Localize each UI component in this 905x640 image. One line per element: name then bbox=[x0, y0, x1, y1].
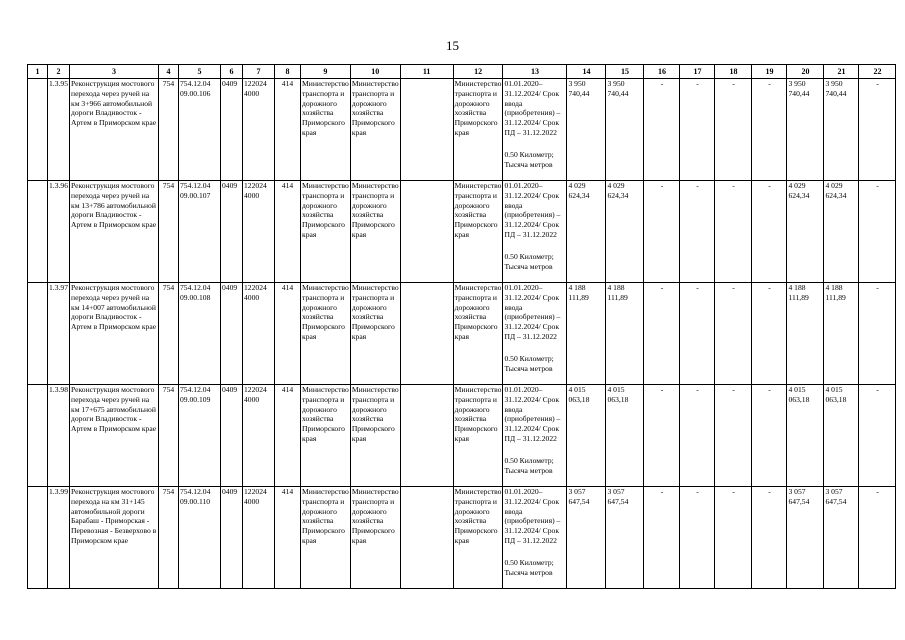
cell-c18: - bbox=[715, 79, 752, 181]
cell-c13-capacity: 0.50 Километр; Тысяча метров bbox=[504, 557, 554, 577]
cell-c21: 4 188 111,89 bbox=[824, 283, 859, 385]
cell-c16: - bbox=[644, 385, 680, 487]
cell-c4: 754 bbox=[159, 385, 179, 487]
cell-item-number: 1.3.99 bbox=[48, 487, 70, 589]
cell-c6: 0409 bbox=[221, 385, 243, 487]
cell-c9: Министерство транспорта и дорожного хозяйства Приморского края bbox=[301, 487, 351, 589]
cell-object-name: Реконструкция мостового перехода на км 31+145 автомобильной дороги Барабаш - Приморская - Перевозная - Безверхово в Приморском крае bbox=[70, 487, 159, 589]
cell-item-number: 1.3.96 bbox=[48, 181, 70, 283]
col-header: 17 bbox=[680, 65, 715, 79]
cell-c4: 754 bbox=[159, 181, 179, 283]
cell-c20: 4 015 063,18 bbox=[787, 385, 824, 487]
cell-c21: 3 950 740,44 bbox=[824, 79, 859, 181]
cell-c1 bbox=[28, 181, 48, 283]
col-header: 18 bbox=[715, 65, 752, 79]
spacer bbox=[504, 138, 565, 150]
cell-c13-capacity: 0.50 Километр; Тысяча метров bbox=[504, 149, 554, 169]
col-header: 8 bbox=[275, 65, 301, 79]
col-header: 20 bbox=[787, 65, 824, 79]
cell-c15: 4 188 111,89 bbox=[606, 283, 644, 385]
cell-c11 bbox=[400, 181, 453, 283]
cell-c10: Министерство транспорта и дорожного хозяйства Приморского края bbox=[350, 181, 400, 283]
cell-c20: 4 029 624,34 bbox=[787, 181, 824, 283]
cell-c13 bbox=[503, 79, 567, 181]
col-header: 22 bbox=[859, 65, 896, 79]
cell-c22: - bbox=[859, 283, 896, 385]
cell-c16: - bbox=[644, 283, 680, 385]
cell-c5: 754.12.04 09.00.107 bbox=[179, 181, 221, 283]
cell-object-name: Реконструкция мостового перехода через ручей на км 3+966 автомобильной дороги Владивосток - Артем в Приморском крае bbox=[70, 79, 159, 181]
cell-c6: 0409 bbox=[221, 283, 243, 385]
cell-object-name: Реконструкция мостового перехода через ручей на км 17+675 автомобильной дороги Владивосток - Артем в Приморском крае bbox=[70, 385, 159, 487]
cell-item-number: 1.3.98 bbox=[48, 385, 70, 487]
cell-c8: 414 bbox=[275, 181, 301, 283]
cell-c11 bbox=[400, 79, 453, 181]
cell-c13 bbox=[503, 487, 567, 589]
cell-c7: 122024 4000 bbox=[243, 181, 275, 283]
cell-c17: - bbox=[680, 79, 715, 181]
cell-c14: 4 015 063,18 bbox=[567, 385, 606, 487]
cell-c10: Министерство транспорта и дорожного хозяйства Приморского края bbox=[350, 385, 400, 487]
cell-c9: Министерство транспорта и дорожного хозяйства Приморского края bbox=[301, 385, 351, 487]
cell-c11 bbox=[400, 385, 453, 487]
cell-c6: 0409 bbox=[221, 487, 243, 589]
cell-c16: - bbox=[644, 181, 680, 283]
cell-c13-capacity: 0.50 Километр; Тысяча метров bbox=[504, 251, 554, 271]
cell-c18: - bbox=[715, 283, 752, 385]
col-header: 4 bbox=[159, 65, 179, 79]
cell-c4: 754 bbox=[159, 487, 179, 589]
cell-c14: 4 029 624,34 bbox=[567, 181, 606, 283]
cell-c15: 3 950 740,44 bbox=[606, 79, 644, 181]
cell-c13-dates: 01.01.2020–31.12.2024/ Срок ввода (приобретения) – 31.12.2024/ Срок ПД – 31.12.2022 bbox=[504, 487, 561, 545]
cell-item-number: 1.3.97 bbox=[48, 283, 70, 385]
cell-c1 bbox=[28, 79, 48, 181]
col-header: 11 bbox=[400, 65, 453, 79]
cell-c17: - bbox=[680, 181, 715, 283]
cell-c19: - bbox=[752, 181, 787, 283]
cell-c13-dates: 01.01.2020–31.12.2024/ Срок ввода (приобретения) – 31.12.2024/ Срок ПД – 31.12.2022 bbox=[504, 79, 561, 137]
col-header: 2 bbox=[48, 65, 70, 79]
cell-c9: Министерство транспорта и дорожного хозяйства Приморского края bbox=[301, 283, 351, 385]
cell-c8: 414 bbox=[275, 79, 301, 181]
cell-c17: - bbox=[680, 385, 715, 487]
cell-c12: Министерство транспорта и дорожного хозяйства Приморского края bbox=[453, 283, 503, 385]
cell-object-name: Реконструкция мостового перехода через ручей на км 13+786 автомобильной дороги Владивосток - Артем в Приморском крае bbox=[70, 181, 159, 283]
spacer bbox=[504, 546, 565, 558]
cell-c18: - bbox=[715, 181, 752, 283]
cell-c22: - bbox=[859, 385, 896, 487]
cell-c5: 754.12.04 09.00.108 bbox=[179, 283, 221, 385]
cell-c16: - bbox=[644, 487, 680, 589]
cell-c6: 0409 bbox=[221, 79, 243, 181]
table-row bbox=[28, 487, 896, 589]
cell-c14: 4 188 111,89 bbox=[567, 283, 606, 385]
cell-c5: 754.12.04 09.00.110 bbox=[179, 487, 221, 589]
table-row bbox=[28, 181, 896, 283]
cell-c15: 3 057 647,54 bbox=[606, 487, 644, 589]
cell-c13-capacity: 0.50 Километр; Тысяча метров bbox=[504, 353, 554, 373]
cell-c8: 414 bbox=[275, 487, 301, 589]
cell-c7: 122024 4000 bbox=[243, 487, 275, 589]
cell-c15: 4 029 624,34 bbox=[606, 181, 644, 283]
cell-c7: 122024 4000 bbox=[243, 79, 275, 181]
cell-c21: 4 015 063,18 bbox=[824, 385, 859, 487]
table-row bbox=[28, 79, 896, 181]
cell-c20: 3 057 647,54 bbox=[787, 487, 824, 589]
page-number: 15 bbox=[446, 38, 459, 53]
header-row bbox=[28, 65, 896, 79]
spacer bbox=[504, 240, 565, 252]
cell-c13-dates: 01.01.2020–31.12.2024/ Срок ввода (приобретения) – 31.12.2024/ Срок ПД – 31.12.2022 bbox=[504, 385, 561, 443]
cell-c12: Министерство транспорта и дорожного хозяйства Приморского края bbox=[453, 385, 503, 487]
cell-c22: - bbox=[859, 181, 896, 283]
cell-c11 bbox=[400, 487, 453, 589]
col-header: 5 bbox=[179, 65, 221, 79]
cell-c13 bbox=[503, 283, 567, 385]
cell-item-number: 1.3.95 bbox=[48, 79, 70, 181]
table-row bbox=[28, 283, 896, 385]
col-header: 12 bbox=[453, 65, 503, 79]
col-header: 15 bbox=[606, 65, 644, 79]
cell-c12: Министерство транспорта и дорожного хозяйства Приморского края bbox=[453, 487, 503, 589]
cell-c4: 754 bbox=[159, 79, 179, 181]
cell-c19: - bbox=[752, 385, 787, 487]
col-header: 1 bbox=[28, 65, 48, 79]
cell-c18: - bbox=[715, 487, 752, 589]
cell-c19: - bbox=[752, 79, 787, 181]
cell-c10: Министерство транспорта и дорожного хозяйства Приморского края bbox=[350, 79, 400, 181]
cell-c22: - bbox=[859, 487, 896, 589]
cell-c17: - bbox=[680, 487, 715, 589]
cell-c1 bbox=[28, 283, 48, 385]
cell-object-name: Реконструкция мостового перехода через ручей на км 14+007 автомобильной дороги Владивосток - Артем в Приморском крае bbox=[70, 283, 159, 385]
spacer bbox=[504, 342, 565, 354]
budget-table bbox=[27, 64, 896, 589]
cell-c5: 754.12.04 09.00.109 bbox=[179, 385, 221, 487]
col-header: 3 bbox=[70, 65, 159, 79]
cell-c12: Министерство транспорта и дорожного хозяйства Приморского края bbox=[453, 181, 503, 283]
cell-c11 bbox=[400, 283, 453, 385]
cell-c17: - bbox=[680, 283, 715, 385]
cell-c14: 3 950 740,44 bbox=[567, 79, 606, 181]
cell-c13 bbox=[503, 181, 567, 283]
cell-c15: 4 015 063,18 bbox=[606, 385, 644, 487]
col-header: 13 bbox=[503, 65, 567, 79]
col-header: 16 bbox=[644, 65, 680, 79]
cell-c8: 414 bbox=[275, 385, 301, 487]
cell-c13-dates: 01.01.2020–31.12.2024/ Срок ввода (приобретения) – 31.12.2024/ Срок ПД – 31.12.2022 bbox=[504, 283, 561, 341]
cell-c16: - bbox=[644, 79, 680, 181]
cell-c13-capacity: 0.50 Километр; Тысяча метров bbox=[504, 455, 554, 475]
col-header: 21 bbox=[824, 65, 859, 79]
cell-c1 bbox=[28, 385, 48, 487]
cell-c18: - bbox=[715, 385, 752, 487]
cell-c13-dates: 01.01.2020–31.12.2024/ Срок ввода (приобретения) – 31.12.2024/ Срок ПД – 31.12.2022 bbox=[504, 181, 561, 239]
col-header: 7 bbox=[243, 65, 275, 79]
col-header: 9 bbox=[301, 65, 351, 79]
cell-c22: - bbox=[859, 79, 896, 181]
cell-c6: 0409 bbox=[221, 181, 243, 283]
cell-c4: 754 bbox=[159, 283, 179, 385]
col-header: 19 bbox=[752, 65, 787, 79]
cell-c12: Министерство транспорта и дорожного хозяйства Приморского края bbox=[453, 79, 503, 181]
col-header: 10 bbox=[350, 65, 400, 79]
cell-c13 bbox=[503, 385, 567, 487]
cell-c21: 3 057 647,54 bbox=[824, 487, 859, 589]
cell-c9: Министерство транспорта и дорожного хозяйства Приморского края bbox=[301, 181, 351, 283]
cell-c20: 3 950 740,44 bbox=[787, 79, 824, 181]
cell-c7: 122024 4000 bbox=[243, 283, 275, 385]
cell-c10: Министерство транспорта и дорожного хозяйства Приморского края bbox=[350, 283, 400, 385]
cell-c10: Министерство транспорта и дорожного хозяйства Приморского края bbox=[350, 487, 400, 589]
cell-c19: - bbox=[752, 283, 787, 385]
cell-c19: - bbox=[752, 487, 787, 589]
cell-c9: Министерство транспорта и дорожного хозяйства Приморского края bbox=[301, 79, 351, 181]
cell-c1 bbox=[28, 487, 48, 589]
spacer bbox=[504, 444, 565, 456]
cell-c7: 122024 4000 bbox=[243, 385, 275, 487]
col-header: 6 bbox=[221, 65, 243, 79]
col-header: 14 bbox=[567, 65, 606, 79]
cell-c14: 3 057 647,54 bbox=[567, 487, 606, 589]
table-row bbox=[28, 385, 896, 487]
cell-c21: 4 029 624,34 bbox=[824, 181, 859, 283]
cell-c20: 4 188 111,89 bbox=[787, 283, 824, 385]
cell-c8: 414 bbox=[275, 283, 301, 385]
cell-c5: 754.12.04 09.00.106 bbox=[179, 79, 221, 181]
